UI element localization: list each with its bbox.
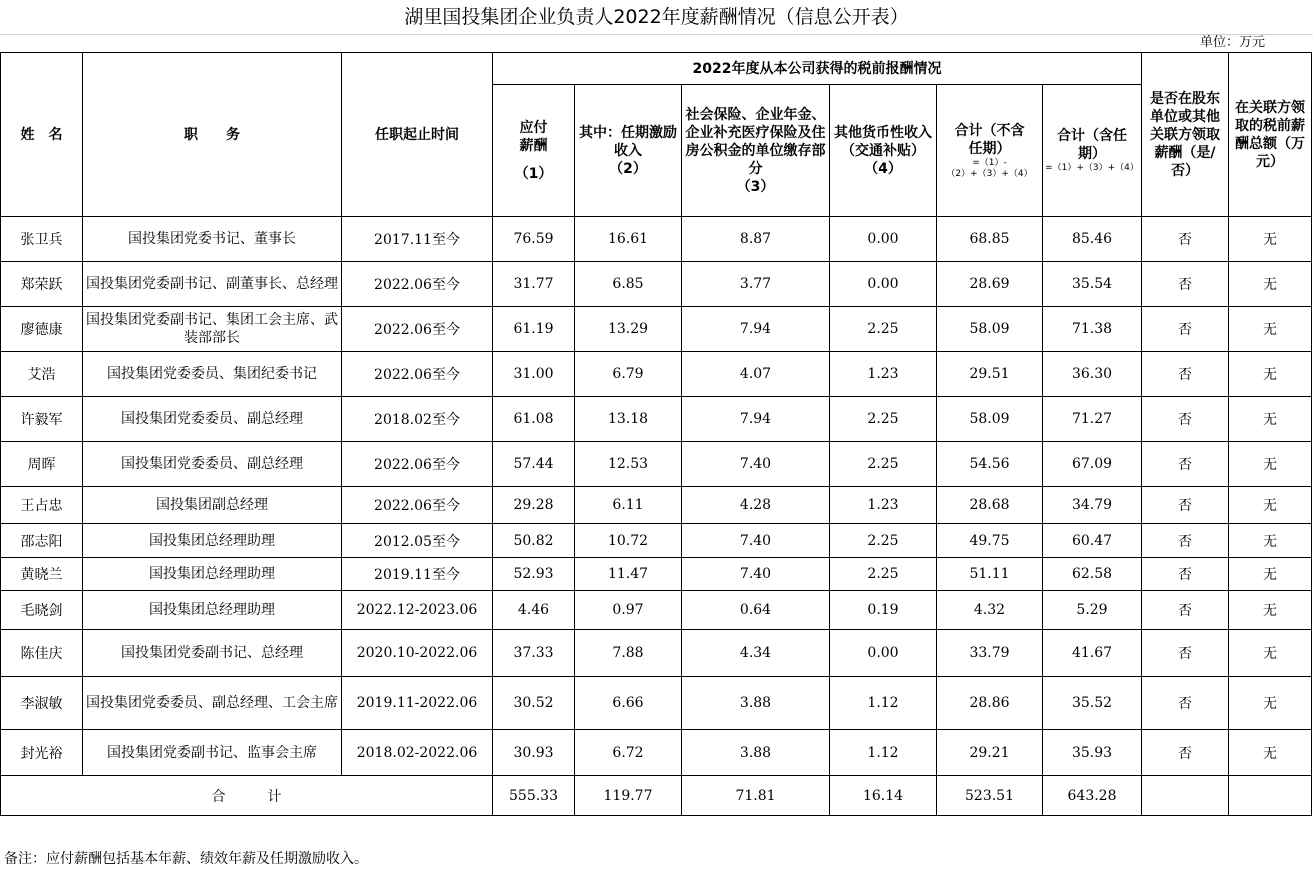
header-c4-index: （4）	[864, 160, 902, 177]
header-row-1	[1, 53, 1312, 85]
cell-c5: 51.11	[937, 558, 1043, 591]
cell-c2: 6.79	[575, 352, 682, 397]
cell-c8: 无	[1229, 558, 1312, 591]
cell-term: 2017.11至今	[342, 217, 493, 262]
header-c8: 在关联方领取的税前薪酬总额（万元）	[1229, 53, 1312, 217]
cell-c3: 7.40	[682, 524, 830, 558]
cell-c7: 否	[1142, 397, 1229, 442]
cell-c7: 否	[1142, 307, 1229, 352]
cell-c8: 无	[1229, 442, 1312, 487]
page-title: 湖里国投集团企业负责人2022年度薪酬情况（信息公开表）	[404, 6, 909, 28]
header-c1-label: 应付薪酬	[519, 119, 548, 154]
cell-c2: 6.85	[575, 262, 682, 307]
cell-c1: 31.00	[493, 352, 575, 397]
cell-c1: 50.82	[493, 524, 575, 558]
cell-term: 2022.06至今	[342, 487, 493, 524]
cell-c1: 61.08	[493, 397, 575, 442]
cell-c3: 7.40	[682, 558, 830, 591]
table-row	[1, 558, 1312, 591]
cell-term: 2022.12-2023.06	[342, 591, 493, 630]
cell-name: 张卫兵	[1, 217, 83, 262]
cell-term: 2018.02至今	[342, 397, 493, 442]
cell-position: 国投集团总经理助理	[83, 524, 342, 558]
cell-c7: 否	[1142, 591, 1229, 630]
table-row	[1, 217, 1312, 262]
cell-c3: 7.40	[682, 442, 830, 487]
table-row	[1, 262, 1312, 307]
cell-c4: 0.19	[830, 591, 937, 630]
cell-c5: 58.09	[937, 397, 1043, 442]
header-c2-label: 其中：任期激励收入	[579, 124, 677, 159]
header-c7: 是否在股东单位或其他关联方领取薪酬（是/否）	[1142, 53, 1229, 217]
cell-position: 国投集团党委书记、董事长	[83, 217, 342, 262]
cell-c6: 41.67	[1043, 630, 1142, 677]
table-row	[1, 630, 1312, 677]
cell-term: 2019.11-2022.06	[342, 677, 493, 730]
cell-position: 国投集团党委委员、副总经理	[83, 442, 342, 487]
cell-c4: 1.23	[830, 487, 937, 524]
cell-c4: 2.25	[830, 558, 937, 591]
cell-position: 国投集团副总经理	[83, 487, 342, 524]
cell-c5: 58.09	[937, 307, 1043, 352]
cell-c5: 28.86	[937, 677, 1043, 730]
cell-term: 2022.06至今	[342, 262, 493, 307]
cell-c7: 否	[1142, 217, 1229, 262]
cell-c2: 6.11	[575, 487, 682, 524]
total-c8	[1229, 776, 1312, 816]
cell-c1: 30.93	[493, 730, 575, 776]
cell-c6: 35.93	[1043, 730, 1142, 776]
cell-c3: 3.77	[682, 262, 830, 307]
table-row	[1, 730, 1312, 776]
cell-c4: 1.12	[830, 677, 937, 730]
cell-c3: 7.94	[682, 397, 830, 442]
cell-c6: 62.58	[1043, 558, 1142, 591]
cell-position: 国投集团党委副书记、监事会主席	[83, 730, 342, 776]
table-row	[1, 487, 1312, 524]
salary-table	[0, 52, 1312, 816]
header-c2-index: （2）	[609, 160, 647, 177]
cell-c5: 29.21	[937, 730, 1043, 776]
total-c1: 555.33	[493, 776, 575, 816]
cell-position: 国投集团党委副书记、集团工会主席、武装部部长	[83, 307, 342, 352]
cell-term: 2012.05至今	[342, 524, 493, 558]
cell-name: 艾浩	[1, 352, 83, 397]
cell-c2: 16.61	[575, 217, 682, 262]
header-position: 职 务	[83, 53, 342, 217]
cell-c5: 54.56	[937, 442, 1043, 487]
cell-c6: 36.30	[1043, 352, 1142, 397]
header-c2	[575, 85, 682, 217]
cell-name: 周晖	[1, 442, 83, 487]
cell-c5: 28.69	[937, 262, 1043, 307]
cell-c4: 2.25	[830, 442, 937, 487]
header-c3-label: 社会保险、企业年金、企业补充医疗保险及住房公积金的单位缴存部分	[685, 106, 826, 177]
cell-term: 2022.06至今	[342, 352, 493, 397]
cell-position: 国投集团总经理助理	[83, 558, 342, 591]
header-c6	[1043, 85, 1142, 217]
cell-c5: 29.51	[937, 352, 1043, 397]
table-row	[1, 397, 1312, 442]
cell-c8: 无	[1229, 730, 1312, 776]
cell-c4: 2.25	[830, 307, 937, 352]
header-name: 姓 名	[1, 53, 83, 217]
header-group: 2022年度从本公司获得的税前报酬情况	[493, 53, 1142, 85]
cell-c2: 7.88	[575, 630, 682, 677]
cell-c4: 0.00	[830, 630, 937, 677]
cell-c4: 0.00	[830, 262, 937, 307]
header-c5	[937, 85, 1043, 217]
cell-c1: 29.28	[493, 487, 575, 524]
cell-name: 邵志阳	[1, 524, 83, 558]
cell-c8: 无	[1229, 307, 1312, 352]
cell-c2: 13.18	[575, 397, 682, 442]
cell-term: 2020.10-2022.06	[342, 630, 493, 677]
table-row	[1, 352, 1312, 397]
cell-c6: 71.38	[1043, 307, 1142, 352]
cell-position: 国投集团党委副书记、总经理	[83, 630, 342, 677]
cell-term: 2022.06至今	[342, 307, 493, 352]
header-c5-formula: =（1）-（2）+（3）+（4）	[946, 157, 1033, 179]
unit-label: 单位：万元	[1199, 35, 1265, 50]
cell-c7: 否	[1142, 524, 1229, 558]
cell-name: 许毅军	[1, 397, 83, 442]
cell-c6: 34.79	[1043, 487, 1142, 524]
cell-c7: 否	[1142, 442, 1229, 487]
cell-term: 2018.02-2022.06	[342, 730, 493, 776]
cell-c8: 无	[1229, 217, 1312, 262]
cell-name: 廖德康	[1, 307, 83, 352]
cell-c5: 28.68	[937, 487, 1043, 524]
cell-c4: 2.25	[830, 397, 937, 442]
cell-c6: 5.29	[1043, 591, 1142, 630]
footnote: 备注：应付薪酬包括基本年薪、绩效年薪及任期激励收入。	[4, 851, 368, 867]
table-row	[1, 677, 1312, 730]
cell-c3: 4.34	[682, 630, 830, 677]
total-c2: 119.77	[575, 776, 682, 816]
total-c4: 16.14	[830, 776, 937, 816]
cell-c6: 71.27	[1043, 397, 1142, 442]
table-row	[1, 591, 1312, 630]
header-c4	[830, 85, 937, 217]
total-c6: 643.28	[1043, 776, 1142, 816]
header-c1-index: （1）	[514, 165, 553, 182]
cell-c7: 否	[1142, 487, 1229, 524]
cell-c1: 4.46	[493, 591, 575, 630]
header-c4-label: 其他货币性收入（交通补贴）	[834, 124, 932, 159]
cell-c2: 6.72	[575, 730, 682, 776]
cell-c7: 否	[1142, 730, 1229, 776]
cell-c5: 68.85	[937, 217, 1043, 262]
cell-c2: 12.53	[575, 442, 682, 487]
cell-position: 国投集团党委委员、集团纪委书记	[83, 352, 342, 397]
header-c6-formula: =（1）+（3）+（4）	[1045, 163, 1139, 173]
cell-c5: 33.79	[937, 630, 1043, 677]
header-c5-label: 合计（不含任期）	[954, 122, 1025, 157]
sheet-gridline	[0, 34, 1313, 35]
cell-c3: 8.87	[682, 217, 830, 262]
cell-name: 李淑敏	[1, 677, 83, 730]
cell-c8: 无	[1229, 630, 1312, 677]
header-c3	[682, 85, 830, 217]
total-label: 合 计	[1, 776, 493, 816]
cell-c2: 6.66	[575, 677, 682, 730]
cell-c8: 无	[1229, 262, 1312, 307]
cell-c1: 57.44	[493, 442, 575, 487]
cell-c8: 无	[1229, 352, 1312, 397]
cell-c1: 52.93	[493, 558, 575, 591]
cell-c5: 49.75	[937, 524, 1043, 558]
header-c1	[493, 85, 575, 217]
cell-position: 国投集团党委委员、副总经理、工会主席	[83, 677, 342, 730]
cell-name: 陈佳庆	[1, 630, 83, 677]
total-c5: 523.51	[937, 776, 1043, 816]
cell-c4: 0.00	[830, 217, 937, 262]
total-row	[1, 776, 1312, 816]
cell-c7: 否	[1142, 630, 1229, 677]
table-row	[1, 524, 1312, 558]
cell-c7: 否	[1142, 352, 1229, 397]
table-row	[1, 307, 1312, 352]
cell-c3: 4.07	[682, 352, 830, 397]
cell-c4: 1.12	[830, 730, 937, 776]
cell-c2: 13.29	[575, 307, 682, 352]
cell-name: 郑荣跃	[1, 262, 83, 307]
header-c6-label: 合计（含任期）	[1057, 128, 1127, 162]
cell-position: 国投集团党委副书记、副董事长、总经理	[83, 262, 342, 307]
cell-c6: 60.47	[1043, 524, 1142, 558]
cell-term: 2019.11至今	[342, 558, 493, 591]
cell-c3: 0.64	[682, 591, 830, 630]
cell-c8: 无	[1229, 677, 1312, 730]
cell-name: 毛晓剑	[1, 591, 83, 630]
cell-c8: 无	[1229, 487, 1312, 524]
cell-c1: 31.77	[493, 262, 575, 307]
cell-c7: 否	[1142, 677, 1229, 730]
cell-c2: 0.97	[575, 591, 682, 630]
cell-name: 封光裕	[1, 730, 83, 776]
cell-term: 2022.06至今	[342, 442, 493, 487]
cell-c2: 10.72	[575, 524, 682, 558]
table-row	[1, 442, 1312, 487]
cell-c1: 30.52	[493, 677, 575, 730]
cell-c3: 7.94	[682, 307, 830, 352]
header-term: 任职起止时间	[342, 53, 493, 217]
cell-c4: 1.23	[830, 352, 937, 397]
cell-position: 国投集团总经理助理	[83, 591, 342, 630]
cell-c8: 无	[1229, 591, 1312, 630]
cell-c4: 2.25	[830, 524, 937, 558]
cell-c6: 35.54	[1043, 262, 1142, 307]
cell-c7: 否	[1142, 558, 1229, 591]
cell-c3: 3.88	[682, 677, 830, 730]
cell-c8: 无	[1229, 397, 1312, 442]
cell-c3: 3.88	[682, 730, 830, 776]
cell-c1: 37.33	[493, 630, 575, 677]
cell-name: 王占忠	[1, 487, 83, 524]
cell-position: 国投集团党委委员、副总经理	[83, 397, 342, 442]
cell-c1: 61.19	[493, 307, 575, 352]
cell-c7: 否	[1142, 262, 1229, 307]
cell-c3: 4.28	[682, 487, 830, 524]
total-c3: 71.81	[682, 776, 830, 816]
cell-c6: 85.46	[1043, 217, 1142, 262]
header-c3-index: （3）	[736, 178, 775, 195]
cell-c8: 无	[1229, 524, 1312, 558]
cell-c6: 67.09	[1043, 442, 1142, 487]
cell-c1: 76.59	[493, 217, 575, 262]
total-c7	[1142, 776, 1229, 816]
cell-name: 黄晓兰	[1, 558, 83, 591]
cell-c2: 11.47	[575, 558, 682, 591]
cell-c6: 35.52	[1043, 677, 1142, 730]
cell-c5: 4.32	[937, 591, 1043, 630]
